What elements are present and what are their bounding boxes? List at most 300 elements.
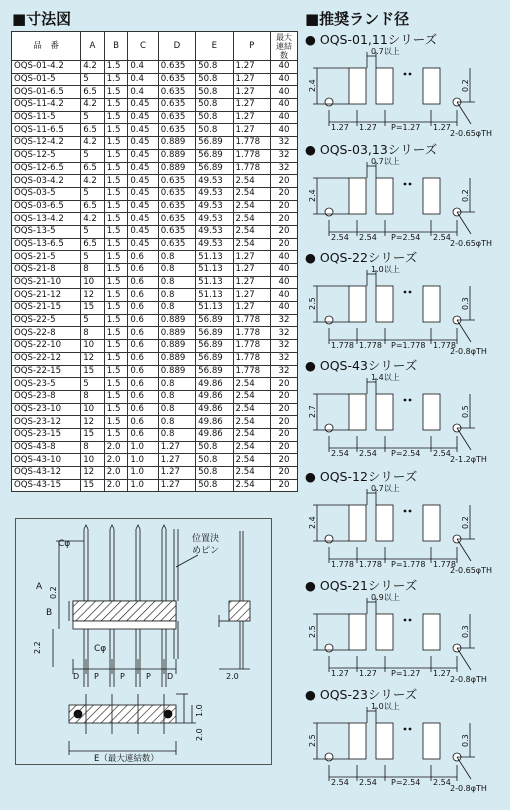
table-cell: 0.6 [128,327,158,340]
table-row [12,175,298,188]
land-bottom-dim: 1.778 [331,341,354,350]
table-row [12,467,298,480]
land-title: ● OQS-12シリーズ [305,469,418,484]
table-header-cell: 品 番 [12,32,81,61]
table-cell: OQS-11-5 [12,111,81,124]
table-cell: 20 [271,441,298,454]
table-cell: 1.778 [233,149,270,162]
table-cell: 49.86 [196,390,233,403]
table-cell: 2.0 [104,454,128,467]
land-pattern [305,140,510,248]
land-bottom-dim: 2.54 [433,778,451,787]
table-cell: 1.5 [104,390,128,403]
table-cell: 0.8 [158,390,195,403]
table-cell: 1.778 [233,162,270,175]
table-cell: 1.5 [104,327,128,340]
land-bottom-dim: 2.54 [359,778,377,787]
table-cell: 32 [271,149,298,162]
land-hole-label: 2-0.8φTH [450,347,487,356]
land-span-label: 0.9以上 [371,593,400,602]
table-cell: 1.27 [158,441,195,454]
table-header-cell: P [233,32,270,61]
land-bottom-dim: 2.54 [433,449,451,458]
land-offset-label: 0.2 [461,79,470,92]
table-cell: OQS-21-12 [12,289,81,302]
c-phi-label-2: Cφ [94,644,107,654]
land-offset-label: 0.2 [461,189,470,202]
table-cell: 51.13 [196,276,233,289]
land-bottom-dim: 2.54 [331,778,349,787]
table-cell: 1.27 [233,276,270,289]
table-cell: 12 [81,467,105,480]
table-cell: 51.13 [196,302,233,315]
table-row [12,213,298,226]
table-cell: 10 [81,454,105,467]
connector-drawing [15,518,272,765]
table-row [12,238,298,251]
table-cell: 1.5 [104,86,128,99]
table-header-row [12,32,298,61]
table-cell: 4.2 [81,61,105,74]
land-hole-label: 2-0.65φTH [450,129,492,138]
land-hole-label: 2-0.65φTH [450,566,492,575]
table-cell: 56.89 [196,340,233,353]
table-cell: 0.635 [158,175,195,188]
table-header-cell: B [104,32,128,61]
land-title: ● OQS-01,11シリーズ [305,32,438,47]
table-row [12,352,298,365]
land-bottom-dim: P=2.54 [391,233,421,242]
table-cell: 40 [271,251,298,264]
table-cell: 2.54 [233,238,270,251]
table-cell: OQS-22-8 [12,327,81,340]
table-cell: 40 [271,289,298,302]
table-cell: OQS-23-5 [12,378,81,391]
c-phi-label: Cφ [58,539,71,549]
table-cell: 20 [271,467,298,480]
table-cell: 1.27 [233,86,270,99]
table-cell: OQS-12-6.5 [12,162,81,175]
table-cell: 32 [271,340,298,353]
table-cell: 6.5 [81,124,105,137]
dim-20-bot: 2.0 [195,728,204,741]
land-title: ● OQS-21シリーズ [305,578,418,593]
table-cell: OQS-23-12 [12,416,81,429]
table-cell: 49.53 [196,175,233,188]
table-cell: 0.6 [128,416,158,429]
table-row [12,73,298,86]
table-cell: 0.8 [158,416,195,429]
table-cell: 20 [271,238,298,251]
table-cell: OQS-11-6.5 [12,124,81,137]
table-cell: 0.6 [128,403,158,416]
table-cell: OQS-43-15 [12,479,81,492]
table-cell: 6.5 [81,238,105,251]
table-cell: 0.45 [128,213,158,226]
table-cell: 40 [271,302,298,315]
table-row [12,111,298,124]
table-cell: 0.6 [128,302,158,315]
table-cell: 5 [81,251,105,264]
dim-p-label-3: P [146,672,151,681]
table-cell: 0.6 [128,378,158,391]
table-cell: 1.5 [104,225,128,238]
table-cell: 0.8 [158,251,195,264]
table-cell: 50.8 [196,454,233,467]
table-row [12,479,298,492]
land-pattern [305,248,510,356]
land-pattern [305,576,510,684]
table-cell: 20 [271,416,298,429]
table-row [12,200,298,213]
table-cell: 0.45 [128,225,158,238]
table-cell: 0.889 [158,162,195,175]
table-cell: 0.6 [128,428,158,441]
table-cell: 4.2 [81,137,105,150]
table-cell: 0.889 [158,314,195,327]
table-cell: 51.13 [196,289,233,302]
table-cell: 0.8 [158,428,195,441]
land-title: ● OQS-03,13シリーズ [305,142,438,157]
table-cell: 2.54 [233,403,270,416]
land-span-label: 1.4以上 [371,373,400,382]
table-cell: 0.45 [128,162,158,175]
table-cell: 0.889 [158,327,195,340]
table-cell: 15 [81,479,105,492]
table-cell: 1.5 [104,403,128,416]
table-cell: 1.5 [104,213,128,226]
table-cell: 1.27 [233,61,270,74]
table-cell: 0.635 [158,213,195,226]
table-row [12,137,298,150]
table-cell: 56.89 [196,162,233,175]
table-cell: 20 [271,378,298,391]
table-cell: 49.86 [196,416,233,429]
table-cell: OQS-01-4.2 [12,61,81,74]
table-cell: 15 [81,302,105,315]
table-cell: 1.27 [158,454,195,467]
table-cell: 20 [271,428,298,441]
table-cell: 49.53 [196,213,233,226]
table-cell: 1.5 [104,314,128,327]
land-hole-label: 2-1.2φTH [450,455,487,464]
table-cell: 1.5 [104,175,128,188]
table-cell: 0.635 [158,238,195,251]
table-cell: 2.54 [233,187,270,200]
table-cell: 1.27 [233,264,270,277]
table-row [12,416,298,429]
table-cell: 1.27 [233,302,270,315]
table-cell: 0.889 [158,137,195,150]
table-cell: 40 [271,276,298,289]
table-cell: 15 [81,365,105,378]
table-cell: 1.5 [104,73,128,86]
table-cell: 5 [81,111,105,124]
table-cell: OQS-22-5 [12,314,81,327]
table-cell: 49.53 [196,238,233,251]
table-cell: 5 [81,378,105,391]
table-cell: 20 [271,175,298,188]
table-cell: 2.54 [233,390,270,403]
dim-p-label-2: P [120,672,125,681]
land-bottom-dim: P=1.27 [391,669,421,678]
table-cell: 15 [81,428,105,441]
table-row [12,187,298,200]
table-row [12,378,298,391]
table-cell: 49.86 [196,403,233,416]
table-cell: 2.54 [233,479,270,492]
table-body [12,61,298,492]
table-cell: 2.54 [233,213,270,226]
land-offset-label: 0.5 [461,405,470,418]
table-cell: 2.54 [233,225,270,238]
table-cell: OQS-13-4.2 [12,213,81,226]
table-cell: 4.2 [81,213,105,226]
table-cell: 1.5 [104,200,128,213]
pin-label-line2: めピン [192,546,220,556]
table-cell: 0.4 [128,61,158,74]
table-cell: 0.6 [128,390,158,403]
table-cell: 32 [271,327,298,340]
table-cell: OQS-43-10 [12,454,81,467]
table-row [12,251,298,264]
table-cell: 1.5 [104,378,128,391]
land-height-label: 2.5 [308,297,317,310]
table-cell: OQS-23-15 [12,428,81,441]
table-cell: OQS-13-6.5 [12,238,81,251]
land-height-label: 2.4 [308,79,317,92]
dimension-drawing-heading: ■寸法図 [12,10,72,28]
table-cell: 20 [271,213,298,226]
land-pattern [305,685,510,793]
table-cell: 0.45 [128,187,158,200]
table-row [12,86,298,99]
table-cell: 40 [271,61,298,74]
table-cell: 20 [271,403,298,416]
table-cell: OQS-22-12 [12,352,81,365]
dim-10-label: 1.0 [195,704,204,717]
table-header-cell: D [158,32,195,61]
table-cell: 0.6 [128,352,158,365]
table-row [12,225,298,238]
table-cell: 12 [81,289,105,302]
table-cell: 2.54 [233,200,270,213]
table-cell: 20 [271,390,298,403]
table-cell: OQS-12-4.2 [12,137,81,150]
table-cell: 1.5 [104,340,128,353]
table-cell: 1.778 [233,340,270,353]
land-hole-label: 2-0.65φTH [450,239,492,248]
table-cell: 0.8 [158,264,195,277]
table-header-cell: 最大連結数 [271,32,298,61]
table-cell: 1.27 [233,73,270,86]
table-cell: 1.5 [104,124,128,137]
table-cell: 32 [271,137,298,150]
table-cell: 32 [271,352,298,365]
table-row [12,264,298,277]
table-cell: 0.45 [128,137,158,150]
table-cell: OQS-11-4.2 [12,99,81,112]
table-cell: 32 [271,365,298,378]
table-cell: 1.5 [104,251,128,264]
dim-22-label: 2.2 [33,641,42,654]
land-height-label: 2.5 [308,734,317,747]
table-cell: 1.5 [104,365,128,378]
dim-a-label: A [36,582,43,592]
land-offset-label: 0.3 [461,734,470,747]
table-cell: 50.8 [196,441,233,454]
table-cell: 6.5 [81,162,105,175]
table-cell: 1.5 [104,238,128,251]
table-cell: 49.53 [196,187,233,200]
table-cell: 6.5 [81,86,105,99]
table-cell: 40 [271,86,298,99]
table-cell: 8 [81,327,105,340]
table-cell: 0.45 [128,200,158,213]
dim-02-label: 0.2 [49,586,58,599]
table-header-cell: C [128,32,158,61]
land-bottom-dim: 1.27 [331,123,349,132]
table-row [12,365,298,378]
table-row [12,124,298,137]
table-cell: 0.8 [158,378,195,391]
table-cell: 2.54 [233,454,270,467]
table-cell: 1.27 [233,99,270,112]
table-cell: OQS-12-5 [12,149,81,162]
land-pattern [305,30,510,138]
dim-20-side: 2.0 [226,672,239,681]
table-cell: 0.8 [158,403,195,416]
table-cell: 10 [81,276,105,289]
table-cell: 1.5 [104,276,128,289]
land-title: ● OQS-43シリーズ [305,358,418,373]
land-bottom-dim: 1.27 [359,669,377,678]
table-cell: 0.635 [158,225,195,238]
table-cell: 0.45 [128,149,158,162]
land-offset-label: 0.3 [461,625,470,638]
table-cell: 2.54 [233,378,270,391]
land-bottom-dim: P=2.54 [391,449,421,458]
table-cell: 2.0 [104,467,128,480]
table-cell: 56.89 [196,352,233,365]
table-cell: 56.89 [196,137,233,150]
table-cell: 4.2 [81,99,105,112]
table-cell: 1.0 [128,454,158,467]
table-cell: OQS-21-10 [12,276,81,289]
table-cell: 0.6 [128,340,158,353]
table-row [12,61,298,74]
table-cell: 0.6 [128,276,158,289]
table-cell: 1.27 [158,467,195,480]
table-cell: 0.6 [128,264,158,277]
land-offset-label: 0.3 [461,297,470,310]
table-cell: 8 [81,441,105,454]
table-cell: 0.635 [158,86,195,99]
table-row [12,314,298,327]
land-bottom-dim: 1.27 [433,123,451,132]
land-title: ● OQS-23シリーズ [305,687,418,702]
table-cell: 5 [81,73,105,86]
table-cell: 50.8 [196,467,233,480]
table-cell: 1.27 [233,251,270,264]
land-height-label: 2.7 [308,405,317,418]
table-cell: 8 [81,390,105,403]
table-cell: OQS-21-8 [12,264,81,277]
table-cell: 20 [271,200,298,213]
table-row [12,289,298,302]
land-hole-label: 2-0.8φTH [450,784,487,793]
dim-b-label: B [46,608,53,618]
table-row [12,162,298,175]
table-cell: 0.635 [158,61,195,74]
table-cell: 6.5 [81,200,105,213]
land-bottom-dim: 1.778 [433,341,456,350]
table-cell: 20 [271,187,298,200]
table-cell: 5 [81,149,105,162]
table-cell: 1.5 [104,187,128,200]
table-cell: OQS-21-15 [12,302,81,315]
land-bottom-dim: P=2.54 [391,778,421,787]
table-cell: 1.0 [128,467,158,480]
table-cell: 0.635 [158,200,195,213]
table-cell: 50.8 [196,124,233,137]
land-height-label: 2.4 [308,516,317,529]
table-cell: 1.27 [233,111,270,124]
land-span-label: 0.7以上 [371,47,400,56]
table-cell: 12 [81,352,105,365]
table-row [12,390,298,403]
table-row [12,327,298,340]
land-bottom-dim: P=1.27 [391,123,421,132]
pin-label-line1: 位置決 [192,534,220,544]
table-cell: 8 [81,264,105,277]
table-cell: OQS-43-8 [12,441,81,454]
table-cell: 1.5 [104,264,128,277]
table-cell: 0.635 [158,124,195,137]
table-cell: 0.889 [158,340,195,353]
land-pattern [305,467,510,575]
dim-d-label-2: D [167,672,174,681]
table-cell: OQS-01-5 [12,73,81,86]
table-cell: 0.45 [128,111,158,124]
land-bottom-dim: 2.54 [331,233,349,242]
table-cell: 0.8 [158,302,195,315]
table-cell: 2.0 [104,441,128,454]
table-cell: 0.6 [128,251,158,264]
table-cell: 1.5 [104,99,128,112]
table-cell: 40 [271,124,298,137]
table-cell: 51.13 [196,251,233,264]
table-cell: 0.4 [128,73,158,86]
land-bottom-dim: 2.54 [433,233,451,242]
table-cell: 5 [81,225,105,238]
table-cell: 0.45 [128,238,158,251]
table-cell: 10 [81,403,105,416]
table-cell: OQS-21-5 [12,251,81,264]
table-row [12,441,298,454]
table-cell: 0.45 [128,175,158,188]
table-cell: 5 [81,314,105,327]
table-row [12,428,298,441]
table-cell: 50.8 [196,99,233,112]
table-row [12,454,298,467]
table-cell: 1.5 [104,302,128,315]
table-cell: OQS-01-6.5 [12,86,81,99]
table-cell: OQS-43-12 [12,467,81,480]
table-cell: 5 [81,187,105,200]
table-cell: 0.8 [158,276,195,289]
land-bottom-dim: 2.54 [331,449,349,458]
